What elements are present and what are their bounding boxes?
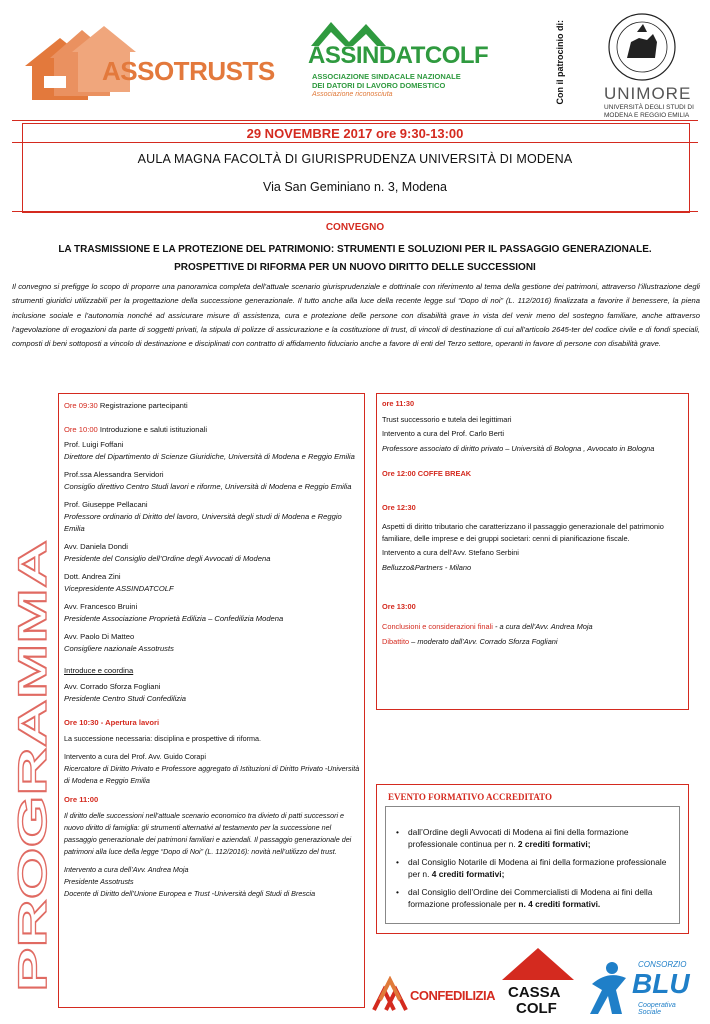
coordina-name: Avv. Corrado Sforza Fogliani — [64, 682, 161, 691]
speaker-name: Avv. Francesco Bruini — [64, 602, 138, 611]
s2-role1: Presidente Assotrusts — [64, 877, 134, 886]
patrocinio-label: Con il patrocinio di: — [555, 20, 565, 105]
evento-item-text: dall’Ordine degli Avvocati di Modena ai fini della formazione professionale continua per n. — [408, 827, 629, 849]
speaker-list — [64, 439, 362, 655]
r4-conclusioni-by: - a cura dell’Avv. Andrea Moja — [492, 621, 593, 631]
registration-time: Ore 09:30 — [64, 401, 98, 410]
assindatcolf-sub3: Associazione riconosciuta — [312, 91, 393, 98]
event-date: 29 NOVEMBRE 2017 ore 9:30-13:00 — [246, 126, 464, 141]
coordina-label: Introduce e coordina — [64, 666, 134, 675]
s2-topic: Il diritto delle successioni nell’attuale scenario economico tra divieto di patti successori e nuovo diritto di famiglia: gli strumenti alternativi al testamento per la successione nel passaggio generazionale dei patrimoni familiari e aziendali. Il passaggio generazionale dei patrimoni alla luce della legge “Dopo di Noi” (L. 112/2016): novità nell’utilizzo del trust. — [64, 811, 352, 856]
r2-entry — [382, 468, 684, 480]
speaker-role: Professore ordinario di Diritto del lavoro, Università degli studi di Modena e Reggio Emilia — [64, 512, 342, 533]
speaker-name: Dott. Andrea Zini — [64, 572, 121, 581]
r1-time: ore 11:30 — [382, 399, 415, 408]
speaker-name: Avv. Paolo Di Matteo — [64, 632, 135, 641]
r1-entry — [382, 398, 684, 454]
r1-role: Professore associato di diritto privato – Università di Bologna , Avvocato in Bologna — [382, 443, 655, 453]
speaker-item — [64, 631, 362, 655]
confedilizia-wordmark: CONFEDILIZIA — [410, 988, 495, 1003]
unimore-sub1: UNIVERSITÀ DEGLI STUDI DI — [604, 104, 694, 111]
confedilizia-mark-icon — [372, 976, 412, 1012]
intro-label: Introduzione e saluti istituzionali — [97, 425, 208, 434]
convegno-title-2: PROSPETTIVE DI RIFORMA PER UN NUOVO DIRITTO DELLE SUCCESSIONI — [174, 262, 536, 273]
event-address: Via San Geminiano n. 3, Modena — [263, 180, 447, 194]
speaker-item — [64, 601, 362, 625]
consorzio-blu-logo — [586, 958, 698, 1018]
speaker-item — [64, 469, 362, 493]
r4-dibattito-by: – moderato dall’Avv. Corrado Sforza Fogliani — [409, 637, 558, 646]
evento-item — [396, 826, 676, 850]
speaker-name: Prof. Giuseppe Pellacani — [64, 500, 148, 509]
speaker-role: Direttore del Dipartimento di Scienze Giuridiche, Università di Modena e Reggio Emilia — [64, 452, 355, 461]
r1-topic: Trust successorio e tutela dei legittimari — [382, 414, 512, 424]
evento-item-credits: n. 4 crediti formativi. — [518, 899, 601, 909]
assindatcolf-logo — [296, 18, 496, 108]
unimore-logo — [582, 10, 702, 120]
s2-entry — [64, 794, 362, 900]
speaker-item — [64, 571, 362, 595]
coordina-role: Presidente Centro Studi Confedilizia — [64, 694, 186, 703]
assotrusts-logo — [20, 18, 275, 108]
intro-time: Ore 10:00 — [64, 425, 98, 434]
speaker-role: Consigliere nazionale Assotrusts — [64, 644, 174, 653]
registration-label: Registrazione partecipanti — [97, 401, 188, 410]
lavori-label: - Apertura lavori — [98, 718, 160, 727]
blu-consorzio: CONSORZIO — [638, 960, 687, 969]
registration-entry — [64, 400, 362, 412]
unimore-sub2: MODENA E REGGIO EMILIA — [604, 112, 690, 119]
blu-wordmark: BLU — [632, 968, 690, 999]
r3-time: Ore 12:30 — [382, 502, 416, 512]
evento-item-text: dal Consiglio Notarile di Modena ai fini della formazione professionale per n. — [408, 857, 667, 879]
speaker-role: Presidente Associazione Proprietà Edilizia – Confedilizia Modena — [64, 614, 284, 623]
header-divider — [12, 120, 698, 121]
s1-speaker: Intervento a cura del Prof. Avv. Guido Corapi — [64, 752, 206, 761]
r4-dibattito: Dibattito — [382, 637, 410, 646]
lavori-entry — [64, 717, 362, 787]
intro-entry — [64, 424, 362, 436]
programma-vertical-label — [14, 530, 54, 1000]
s2-speaker: Intervento a cura dell’Avv. Andrea Moja — [64, 865, 189, 874]
evento-list — [396, 826, 676, 916]
r3-speaker: Intervento a cura dell’Avv. Stefano Serbini — [382, 548, 519, 557]
confedilizia-logo — [372, 972, 495, 1014]
convegno-title-1: LA TRASMISSIONE E LA PROTEZIONE DEL PATRIMONIO: STRUMENTI E SOLUZIONI PER IL PASSAGGIO GENERAZIONALE. — [58, 244, 652, 255]
cassacolf-word1: CASSA — [508, 984, 561, 1001]
r3-role: Belluzzo&Partners - Milano — [382, 562, 472, 572]
r4-time: Ore 13:00 — [382, 602, 416, 611]
r4-entry — [382, 601, 684, 648]
s1-topic: La successione necessaria: disciplina e prospettive di riforma. — [64, 734, 261, 743]
evento-item-text: dal Consiglio dell’Ordine dei Commercialisti di Modena ai fini della formazione professionale per — [408, 887, 653, 909]
speaker-item — [64, 499, 362, 535]
coffee-break: Ore 12:00 COFFE BREAK — [382, 469, 472, 478]
assindatcolf-sub1: ASSOCIAZIONE SINDACALE NAZIONALE — [312, 72, 461, 81]
convegno-label: CONVEGNO — [325, 222, 385, 233]
evento-item-credits: 2 crediti formativi; — [517, 839, 591, 849]
s1-role: Ricercatore di Diritto Privato e Professore aggregato di Istituzioni di Diritto Privato -Università di Modena e Reggio Emilia — [64, 764, 360, 785]
evento-item-credits: 4 crediti formativi; — [431, 869, 505, 879]
cassacolf-logo — [500, 946, 576, 1018]
unimore-wordmark: UNIMORE — [604, 84, 692, 103]
assindatcolf-sub2: DEI DATORI DI LAVORO DOMESTICO — [312, 81, 446, 90]
speaker-name: Prof.ssa Alessandra Servidori — [64, 470, 164, 479]
speaker-name: Avv. Daniela Dondi — [64, 542, 128, 551]
cassacolf-roof-icon — [500, 946, 576, 982]
blu-person-icon — [586, 960, 630, 1016]
r3-topic: Aspetti di diritto tributario che caratterizzano il passaggio generazionale del patrimonio familiare, delle imprese e dei gruppi societari: cenni di pianificazione fiscale. — [382, 522, 664, 543]
s2-role2: Docente di Diritto dell’Unione Europea e Trust -Università degli Studi di Brescia — [64, 889, 316, 898]
r1-speaker: Intervento a cura del Prof. Carlo Berti — [382, 429, 505, 438]
r3-entry — [382, 502, 684, 574]
speaker-role: Presidente del Consiglio dell’Ordine degli Avvocati di Modena — [64, 554, 271, 563]
program-left — [64, 400, 362, 907]
evento-item — [396, 856, 676, 880]
evento-title: EVENTO FORMATIVO ACCREDITATO — [388, 792, 553, 802]
coordina-entry — [64, 665, 362, 705]
speaker-role: Vicepresidente ASSINDATCOLF — [64, 584, 174, 593]
blu-sub: Cooperativa Sociale — [638, 1002, 676, 1016]
event-place: AULA MAGNA FACOLTÀ DI GIURISPRUDENZA UNIVERSITÀ DI MODENA — [137, 152, 573, 166]
convegno-intro: Il convegno si prefigge lo scopo di proporre una panoramica completa dell’attuale scenario giurisprudenziale e dottrinale con riferimento al tema della gestione dei patrimoni, attraverso l’illustrazione degli strumenti giuridici utilizzabili per la progettazione della successione generazionale. Il tutto anche alla luce della recente legge sul “Dopo di noi” (L. 112/2016) finalizzata a favorire il benessere, la piena inclusione sociale e l’autonomia nonché ad assicurare misure di assistenza, cura e protezione delle persone con disabilità grave in vista del venir meno del sostegno familiare, anche attraverso l’agevolazione di erogazioni da parte di soggetti privati, la stipula di polizze di assicurazione e la costituzione di trust, di vincoli di destinazione di cui all’articolo 2645-ter del codice civile e di fondi speciali, composti di beni sottoposti a vincolo di destinazione e disciplinati con contratto di affidamento fiduciario anche a favore di enti del Terzo settore, operanti in favore di persone con disabilità grave. — [12, 282, 700, 349]
speaker-item — [64, 439, 362, 463]
assindatcolf-wordmark: ASSINDATCOLF — [308, 42, 489, 69]
lavori-time: Ore 10:30 — [64, 718, 99, 727]
program-right — [382, 398, 684, 655]
evento-item — [396, 886, 676, 910]
unimore-seal-icon — [607, 12, 677, 82]
cassacolf-word2: COLF — [516, 1000, 557, 1017]
r4-conclusioni: Conclusioni e considerazioni finali — [382, 621, 493, 631]
speaker-name: Prof. Luigi Foffani — [64, 440, 124, 449]
svg-text:PROGRAMMA: PROGRAMMA — [14, 720, 54, 992]
s2-time: Ore 11:00 — [64, 795, 99, 804]
speaker-item — [64, 541, 362, 565]
speaker-role: Consiglio direttivo Centro Studi lavori e riforme, Università di Modena e Reggio Emilia — [64, 482, 352, 491]
assotrusts-wordmark: ASSOTRUSTS — [102, 56, 275, 86]
